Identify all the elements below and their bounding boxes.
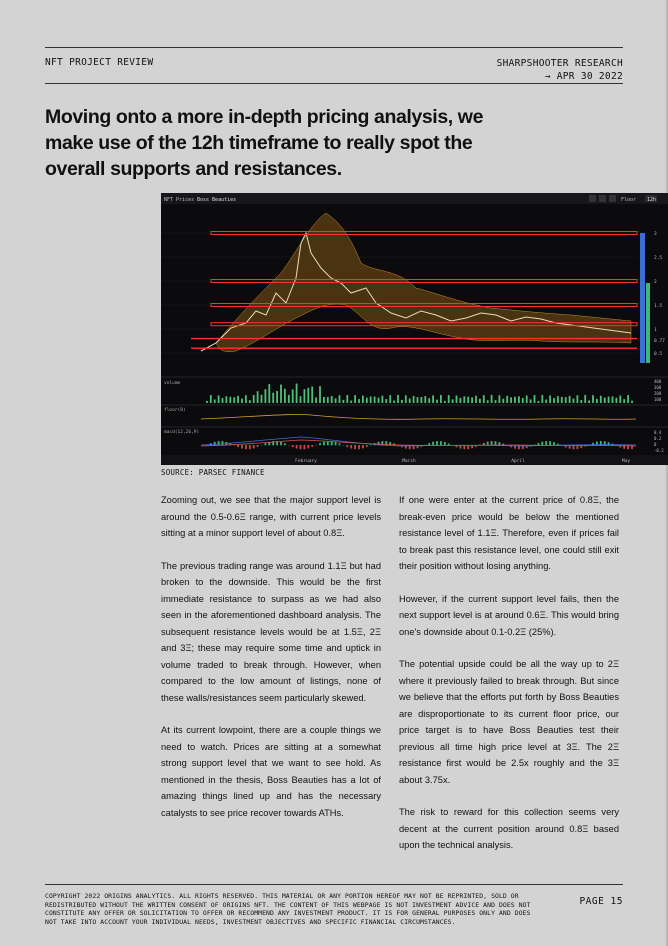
paragraph: The previous trading range was around 1.1Ξ but had broken to the downside. This would be the first immediate resistance to surpass as we had also seen in the aforementioned dashboard analysis. The subsequent resistance levels would be at 1.5Ξ, 2Ξ and 3Ξ; these may require some time and uptick in volume traded to break through. However, when compared to the low amount of listings, none of these walls/resistances seem particularly skewed.: [161, 560, 381, 703]
volume-bar: [241, 399, 243, 403]
volume-bar: [226, 396, 228, 403]
volume-bar: [514, 397, 516, 403]
volume-bar: [417, 397, 419, 403]
macd-histogram-bar: [249, 445, 251, 449]
macd-histogram-bar: [370, 445, 372, 446]
order-book-bar-blue: [640, 233, 645, 363]
time-axis-month-label: April: [511, 459, 525, 464]
price-tick-label: 0.77: [654, 339, 665, 345]
footer-rule: [45, 884, 623, 885]
volume-bar: [479, 399, 481, 403]
volume-bar: [292, 389, 294, 403]
volume-bar: [253, 395, 255, 403]
macd-histogram-bar: [265, 443, 267, 445]
macd-histogram-bar: [241, 445, 243, 448]
volume-bar: [315, 397, 317, 403]
macd-histogram-bar: [339, 443, 341, 445]
volume-bar: [323, 397, 325, 403]
macd-histogram-bar: [436, 441, 438, 445]
volume-bar: [549, 395, 551, 403]
paragraph: If one were enter at the current price of 0.8Ξ, the break-even price would be below the mentioned resistance level of 1.1Ξ. Therefore, even if prices fail to break past this resistance level, one could still exit their position without losing anything.: [399, 495, 619, 571]
volume-bar: [424, 396, 426, 403]
volume-bar: [616, 398, 618, 403]
macd-histogram-bar: [296, 445, 298, 448]
volume-bar: [475, 396, 477, 403]
header-publisher-name: SHARPSHOOTER RESEARCH: [496, 58, 623, 69]
volume-bar: [577, 395, 579, 403]
volume-bar: [487, 400, 489, 403]
volume-bar: [448, 395, 450, 403]
macd-tick-label: -0.2: [654, 448, 664, 453]
volume-bar: [623, 399, 625, 403]
macd-histogram-bar: [432, 442, 434, 446]
volume-bar: [331, 396, 333, 403]
volume-bar: [210, 395, 212, 403]
header-bottom-rule: [45, 83, 623, 84]
price-tick-label: 1.5: [654, 304, 663, 309]
volume-bar: [413, 396, 415, 403]
price-tick-label: 3: [654, 232, 657, 237]
chart-tab-prices: NFT Prices: [164, 197, 195, 203]
paragraph: Zooming out, we see that the major support level is around the 0.5-0.6Ξ range, with current price levels sitting at a minor support level of about 0.8Ξ.: [161, 495, 381, 538]
volume-bar: [350, 401, 352, 403]
macd-histogram-bar: [257, 445, 259, 447]
volume-bar: [440, 395, 442, 403]
footer-disclaimer: COPYRIGHT 2022 ORIGINS ANALYTICS. ALL RIGHTS RESERVED. THIS MATERIAL OR ANY PORTION HEREOF MAY NOT BE REPRINTED, SOLD OR REDISTRIBUTED WITHOUT THE WRITTEN CONSENT OF ORIGINS NFT. THE CONTENT OF THIS WEBPAGE IS NOT INVESTMENT ADVICE AND DOES NOT CONSTITUTE ANY OFFER OR SOLICITATION TO OFFER OR RECOMMEND ANY INVESTMENT PRODUCT. IT IS FOR GENERAL PURPOSES ONLY AND DOES NOT TAKE INTO ACCOUNT YOUR INDIVIDUAL NEEDS, INVESTMENT OBJECTIVES AND SPECIFIC FINANCIAL CIRCUMSTANCES.: [45, 892, 531, 926]
volume-bar: [510, 397, 512, 403]
page-headline: Moving onto a more in-depth pricing analysis, we make use of the 12h timeframe to really spot the overall supports and resistances.: [45, 106, 484, 180]
volume-bar: [214, 399, 216, 403]
macd-histogram-bar: [214, 442, 216, 445]
volume-bar: [218, 395, 220, 403]
volume-bar: [382, 396, 384, 403]
volume-bar: [553, 398, 555, 403]
volume-bar: [600, 396, 602, 403]
volume-bar: [245, 395, 247, 403]
macd-axis: [654, 430, 664, 453]
volume-bar: [460, 398, 462, 403]
volume-bar: [222, 398, 224, 403]
volume-bar: [534, 395, 536, 403]
paragraph: The risk to reward for this collection seems very decent at the current position around 0.8Ξ based upon the technical analysis.: [399, 807, 619, 850]
volume-bar: [409, 398, 411, 403]
header-top-rule: [45, 47, 623, 48]
volume-bar: [296, 384, 298, 403]
volume-bar: [631, 401, 633, 403]
chart-fullscreen-icon: [609, 195, 616, 202]
volume-bar: [561, 397, 563, 403]
macd-tick-label: 0.4: [654, 430, 662, 435]
price-axis: [654, 231, 665, 357]
volume-bar: [272, 393, 274, 403]
macd-histogram-bar: [319, 443, 321, 445]
volume-bar: [538, 401, 540, 403]
volume-bar: [541, 395, 543, 403]
macd-histogram-bar: [354, 445, 356, 449]
paragraph: The potential upside could be all the way up to 2Ξ where it previously failed to break through. But since we believe that the efforts put forth by Boss Beauties are disproportionate to its current floor price, our price target is to have Boss Beauties test their previous all time high price level at 3Ξ. The 2Ξ resistance first would be 2.5x roughly and the 3Ξ about 3.75x.: [399, 659, 619, 785]
volume-bar: [280, 385, 282, 403]
volume-bar: [339, 395, 341, 403]
volume-bar: [588, 400, 590, 403]
volume-bar: [268, 384, 270, 403]
volume-bar: [569, 396, 571, 403]
volume-bar: [584, 395, 586, 403]
price-chart-svg: [161, 193, 668, 465]
volume-bar: [436, 400, 438, 403]
volume-bar: [385, 399, 387, 403]
volume-bar: [491, 395, 493, 403]
macd-histogram-bar: [495, 441, 497, 445]
macd-histogram-bar: [253, 445, 255, 448]
volume-bar: [627, 395, 629, 403]
volume-bar: [304, 389, 306, 403]
floor-pane-label: floor(8): [164, 408, 186, 413]
macd-histogram-bar: [366, 445, 368, 447]
volume-bar: [495, 400, 497, 403]
macd-histogram-bar: [440, 441, 442, 445]
macd-histogram-bar: [304, 445, 306, 449]
paragraph: However, if the current support level fails, then the next support level is at around 0.6Ξ. This would bring one's downside about 0.1-0.2Ξ (25%).: [399, 593, 619, 637]
macd-histogram-bar: [444, 442, 446, 445]
volume-bar: [608, 397, 610, 403]
volume-bar: [506, 396, 508, 403]
volume-bar: [249, 400, 251, 403]
time-axis-month-label: March: [402, 459, 416, 464]
macd-histogram-bar: [346, 445, 348, 447]
floor-line: [201, 414, 636, 419]
volume-bars: [206, 384, 633, 403]
macd-histogram-bar: [307, 445, 309, 448]
price-chart-screenshot: [161, 193, 668, 465]
volume-bar: [374, 397, 376, 403]
macd-histogram-bar: [218, 441, 220, 445]
chart-timeframe: 12h: [647, 197, 657, 203]
volume-bar: [483, 395, 485, 403]
volume-bar: [526, 395, 528, 403]
volume-bar: [378, 398, 380, 403]
volume-bar: [389, 395, 391, 403]
volume-bar: [545, 400, 547, 403]
volume-bar: [346, 395, 348, 403]
body-column-left: [161, 492, 381, 837]
price-tick-label: 1: [654, 328, 657, 333]
macd-histogram-bar: [323, 442, 325, 446]
volume-bar: [233, 397, 235, 403]
volume-bar: [265, 389, 267, 403]
macd-histogram-bar: [292, 445, 294, 447]
volume-bar: [467, 397, 469, 403]
volume-pane-label: volume: [164, 381, 181, 386]
volume-bar: [604, 398, 606, 403]
volume-bar: [596, 399, 598, 403]
volume-bar: [530, 399, 532, 403]
chart-settings-icon: [589, 195, 596, 202]
body-column-right: [399, 492, 619, 870]
macd-histogram-bar: [350, 445, 352, 449]
volume-bar: [499, 395, 501, 403]
volume-bar: [288, 395, 290, 403]
page-number: PAGE 15: [579, 896, 623, 907]
volume-bar: [284, 389, 286, 403]
macd-histogram-bar: [300, 445, 302, 449]
volume-bar: [300, 396, 302, 403]
volume-bar: [307, 388, 309, 403]
macd-histogram-bar: [237, 445, 239, 447]
paragraph: At its current lowpoint, there are a couple things we need to watch. Prices are sitting at a somewhat strong support level that we want to see hold. As mentioned in the thesis, Boss Beauties has a lot of amazing things lined up and has the necessary catalysts to see price recover towards ATHs.: [161, 725, 381, 818]
macd-pane-label: macd(12,26,9): [164, 430, 200, 435]
macd-histogram-bar: [541, 442, 543, 446]
volume-bar: [401, 400, 403, 403]
volume-bar: [327, 397, 329, 403]
volume-bar: [612, 396, 614, 403]
volume-bar: [452, 399, 454, 403]
volume-tick-label: 100: [654, 397, 662, 402]
volume-bar: [444, 401, 446, 403]
price-tick-label: 0.5: [654, 352, 663, 357]
volume-bar: [565, 397, 567, 403]
volume-bar: [206, 401, 208, 403]
volume-bar: [311, 386, 313, 403]
volume-bar: [518, 396, 520, 403]
header-date: → APR 30 2022: [544, 71, 623, 82]
volume-bar: [261, 395, 263, 403]
volume-bar: [428, 398, 430, 403]
volume-bar: [421, 397, 423, 403]
chart-floor-toggle: Floor: [621, 197, 637, 203]
macd-histogram-bar: [553, 442, 555, 445]
header-publisher: [497, 57, 623, 83]
macd-histogram-bar: [335, 442, 337, 445]
volume-bar: [257, 391, 259, 403]
volume-tick-label: 200: [654, 391, 662, 396]
macd-histogram-bar: [491, 441, 493, 445]
price-tick-label: 2.5: [654, 256, 663, 261]
volume-tick-label: 400: [654, 379, 662, 384]
volume-bar: [456, 396, 458, 403]
volume-axis: [654, 379, 662, 402]
chart-draw-icon: [599, 195, 606, 202]
volume-bar: [432, 395, 434, 403]
volume-tick-label: 300: [654, 385, 662, 390]
header-section-label: NFT PROJECT REVIEW: [45, 57, 154, 68]
volume-bar: [237, 396, 239, 403]
order-book-bar-green: [646, 283, 650, 363]
macd-histogram-bar: [362, 445, 364, 448]
chart-source-caption: SOURCE: PARSEC FINANCE: [161, 468, 265, 477]
macd-histogram-bar: [222, 441, 224, 445]
chart-tab-collection: Boss Beauties: [197, 197, 237, 203]
macd-histogram-bar: [284, 443, 286, 445]
macd-tick-label: 0.2: [654, 436, 662, 441]
volume-bar: [580, 400, 582, 403]
volume-bar: [335, 398, 337, 403]
volume-bar: [393, 401, 395, 403]
volume-bar: [343, 400, 345, 403]
time-axis-month-label: May: [621, 459, 631, 464]
macd-histogram-bar: [311, 445, 313, 447]
macd-histogram-bar: [545, 441, 547, 445]
macd-tick-label: 0: [654, 442, 657, 447]
volume-bar: [397, 395, 399, 403]
volume-bar: [362, 396, 364, 403]
volume-bar: [557, 396, 559, 403]
volume-bar: [592, 395, 594, 403]
macd-histogram-bar: [245, 445, 247, 449]
volume-bar: [319, 386, 321, 403]
volume-bar: [405, 395, 407, 403]
price-tick-label: 2: [654, 280, 657, 285]
volume-bar: [471, 397, 473, 403]
volume-bar: [358, 399, 360, 403]
time-axis-month-label: February: [295, 459, 317, 464]
macd-histogram-bar: [358, 445, 360, 449]
volume-bar: [354, 395, 356, 403]
volume-bar: [619, 396, 621, 403]
volume-bar: [463, 396, 465, 403]
volume-bar: [370, 396, 372, 403]
volume-bar: [276, 391, 278, 403]
macd-histogram-bar: [487, 442, 489, 446]
volume-bar: [502, 399, 504, 403]
macd-histogram-bar: [280, 442, 282, 445]
volume-bar: [573, 399, 575, 403]
macd-histogram-bar: [428, 443, 430, 445]
volume-bar: [229, 397, 231, 403]
volume-bar: [366, 398, 368, 403]
macd-histogram-bar: [549, 441, 551, 445]
volume-bar: [522, 398, 524, 403]
